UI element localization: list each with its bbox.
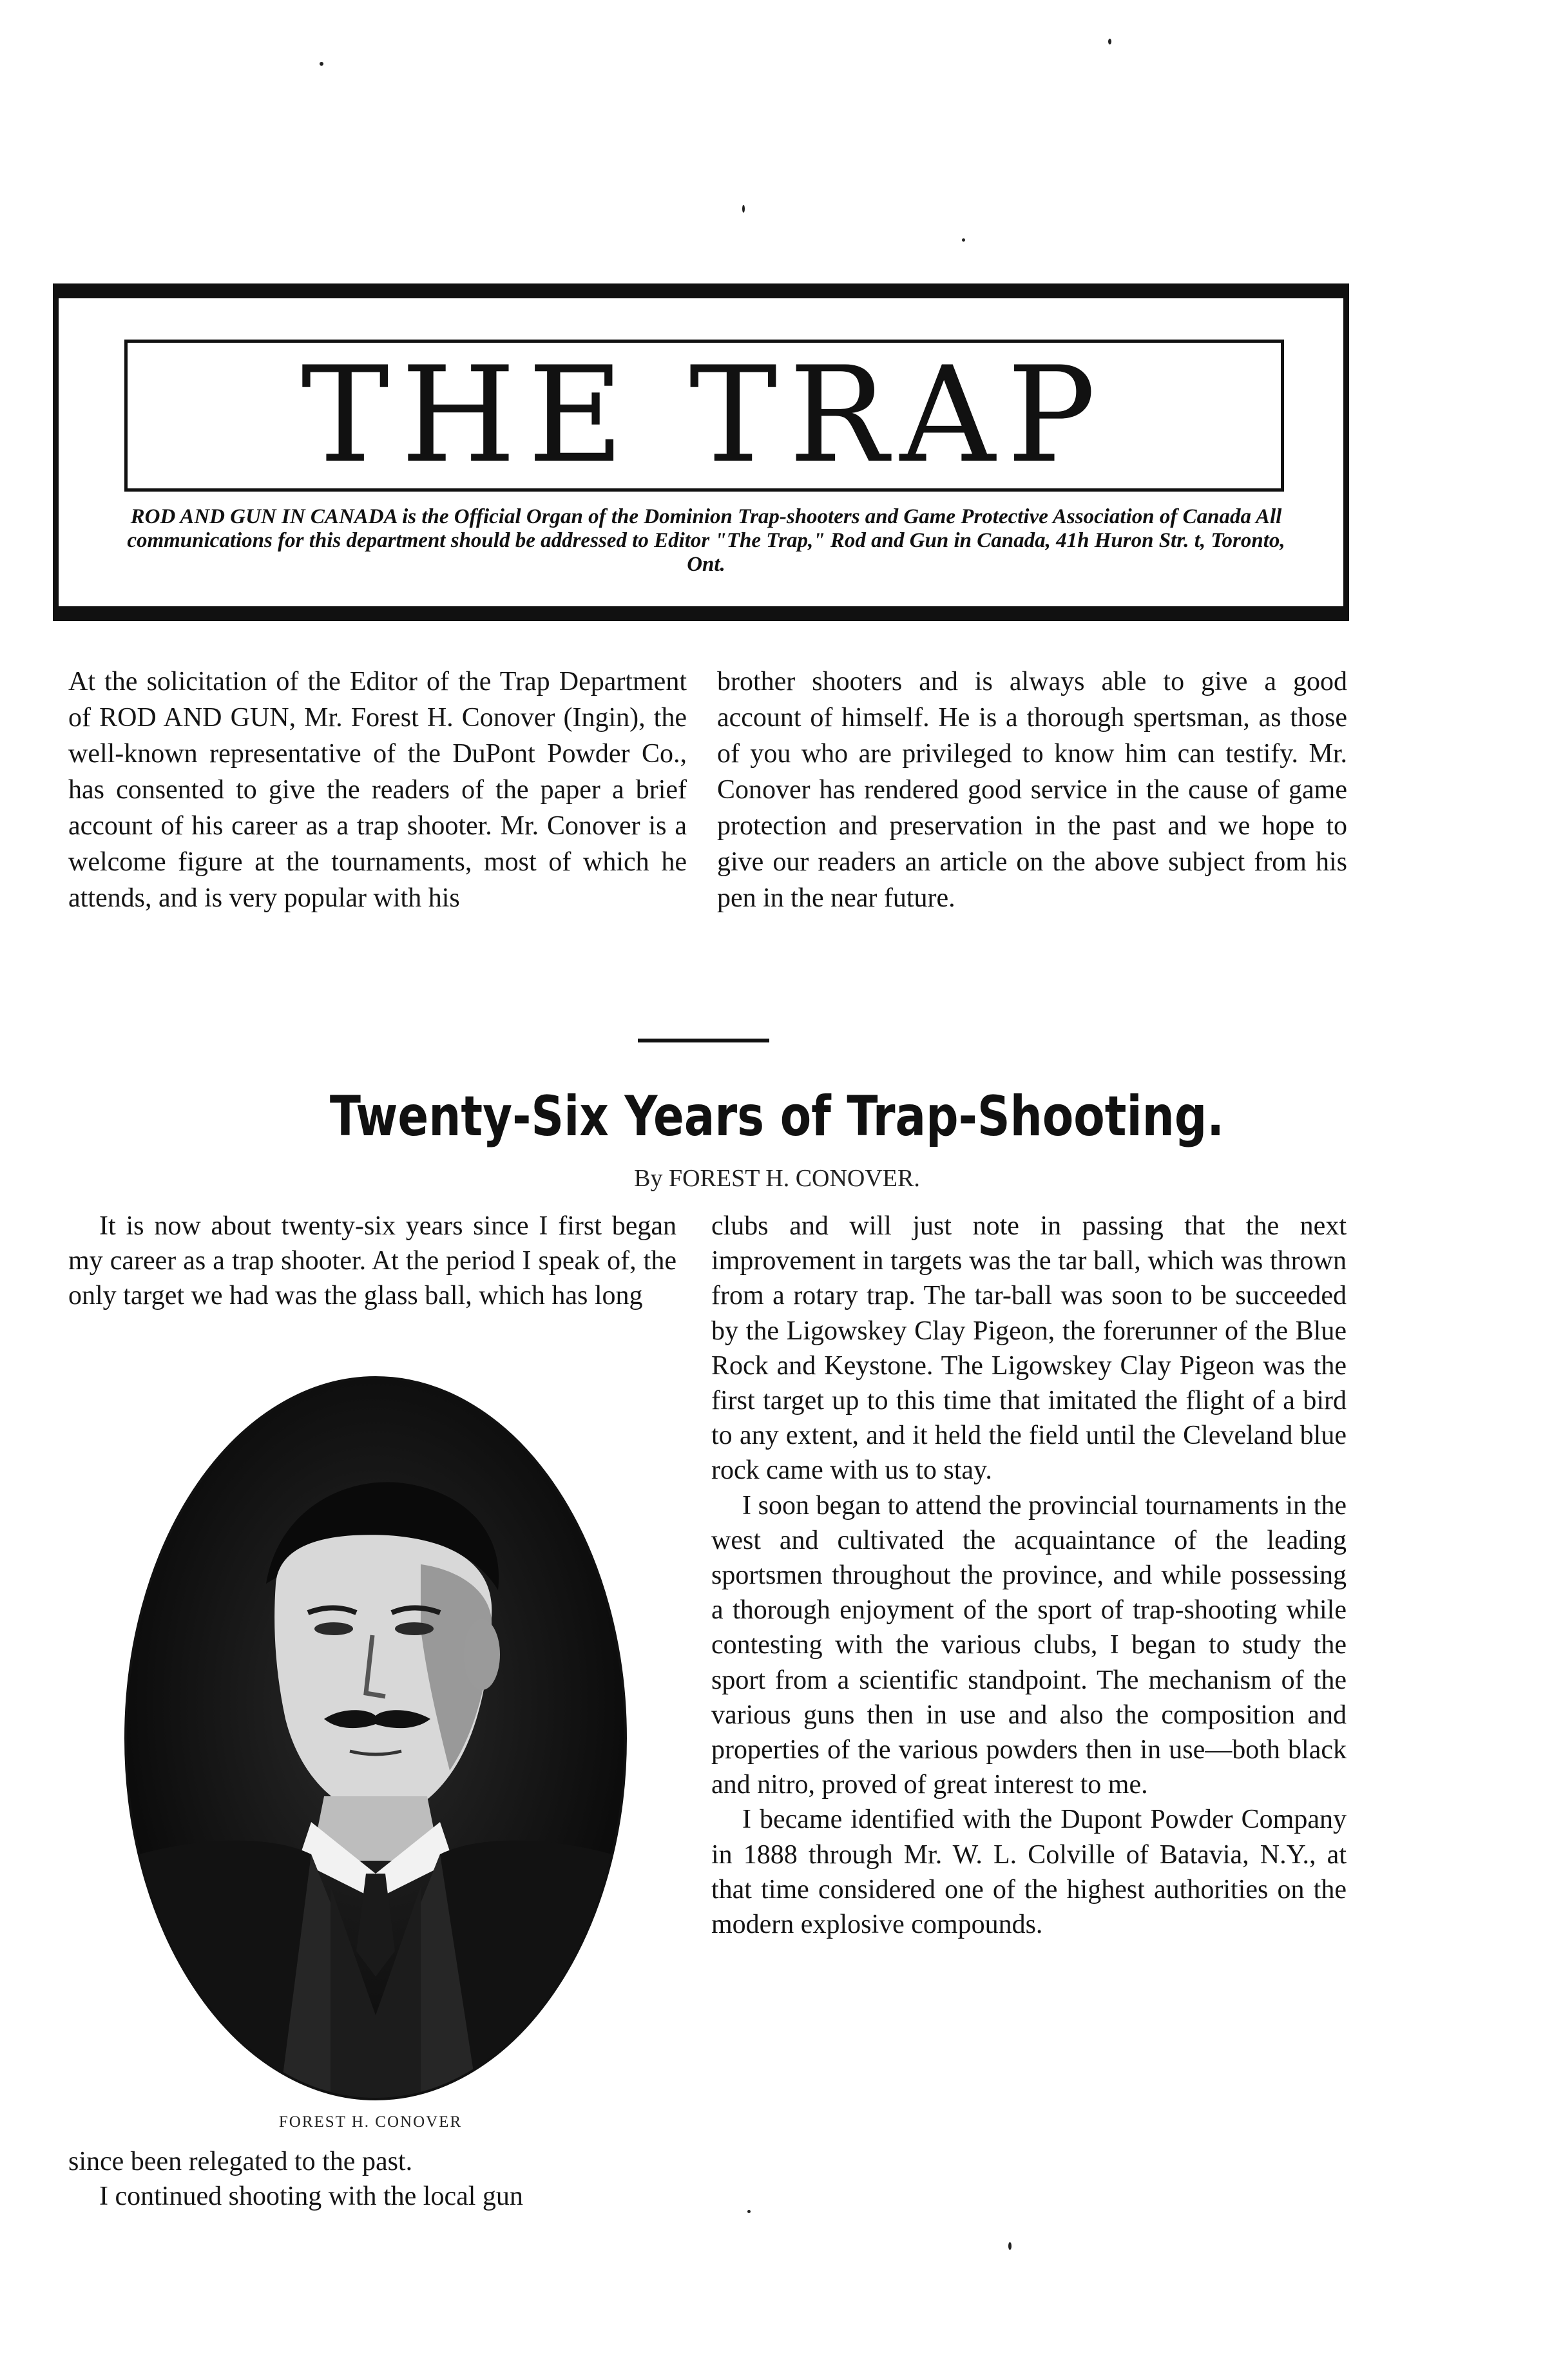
- masthead-bottom-rule: [59, 606, 1343, 615]
- intro-paragraph-left: At the solicitation of the Editor of the Trap Department of ROD AND GUN, Mr. Forest H. Conover (Ingin), the well-known representative of the DuPont Powder Co., has consented to give the readers of the paper a brief account of his career as a trap shooter. Mr. Conover is a welcome figure at the tournaments, most of which he attends, and is very popular with his: [68, 667, 687, 913]
- byline: By FOREST H. CONOVER.: [634, 1165, 920, 1192]
- article-paragraph: I continued shooting with the local gun: [99, 2182, 523, 2211]
- article-title: Twenty-Six Years of Trap-Shooting.: [329, 1084, 1225, 1149]
- intro-right-column: [717, 664, 1347, 916]
- masthead-box: [53, 283, 1349, 621]
- section-title: THE TRAP: [301, 338, 1108, 492]
- intro-left-column: [68, 664, 687, 916]
- article-left-column-bottom: [68, 2144, 676, 2214]
- article-right-column: [711, 1209, 1347, 1942]
- print-speck: [747, 2210, 751, 2213]
- section-divider: [638, 1039, 769, 1042]
- title-frame: [124, 340, 1284, 492]
- article-paragraph: clubs and will just note in passing that the next improvement in targets was the tar ball, which was thrown from a rotary trap. The tar-ball was soon to be succeeded by the Ligowskey Clay Pigeon, the forerunner of the Blue Rock and Keystone. The Ligowskey Clay Pigeon was the first target up to this time that imitated the flight of a bird to any extent, and it held the field until the Cleveland blue rock came with us to stay.: [711, 1211, 1347, 1486]
- portrait-image: [118, 1371, 633, 2106]
- print-speck: [1008, 2242, 1012, 2250]
- print-speck: [320, 62, 323, 66]
- print-speck: [742, 205, 745, 213]
- article-paragraph: I became identified with the Dupont Powder Company in 1888 through Mr. W. L. Colville of Batavia, N.Y., at that time considered one of the highest authorities on the modern explosive compounds.: [711, 1805, 1347, 1940]
- print-speck: [962, 238, 965, 242]
- article-paragraph: It is now about twenty-six years since I first began my career as a trap shooter. At the period I speak of, the only target we had was the glass ball, which has long: [68, 1211, 676, 1310]
- portrait-photo: [118, 1371, 633, 2106]
- photo-caption: FOREST H. CONOVER: [278, 2113, 463, 2131]
- article-paragraph: since been relegated to the past.: [68, 2147, 413, 2176]
- print-speck: [1108, 39, 1111, 44]
- intro-paragraph-right: brother shooters and is always able to give a good account of himself. He is a thorough spertsman, as those of you who are privileged to know him can testify. Mr. Conover has rendered good service in the cause of game protection and preservation in the past and we hope to give our readers an article on the above subject from his pen in the near future.: [717, 667, 1347, 913]
- article-left-column-top: [68, 1209, 676, 1313]
- masthead-top-rule: [59, 289, 1343, 298]
- article-paragraph: I soon began to attend the provincial tournaments in the west and cultivated the acquaintance of the leading sportsmen throughout the province, and while possessing a thorough enjoyment of the sport of trap-shooting while contesting with the various clubs, I began to study the sport from a scientific standpoint. The mechanism of the various guns then in use and also the composition and properties of the various powders then in use—both black and nitro, proved of great interest to me.: [711, 1490, 1347, 1800]
- masthead-note: ROD AND GUN IN CANADA is the Official Organ of the Dominion Trap-shooters and Game Protective Association of Canada All communications for this department should be addressed to Editor "The Trap," Rod and Gun in Canada, 41h Huron Str. t, Toronto, Ont.: [127, 505, 1285, 576]
